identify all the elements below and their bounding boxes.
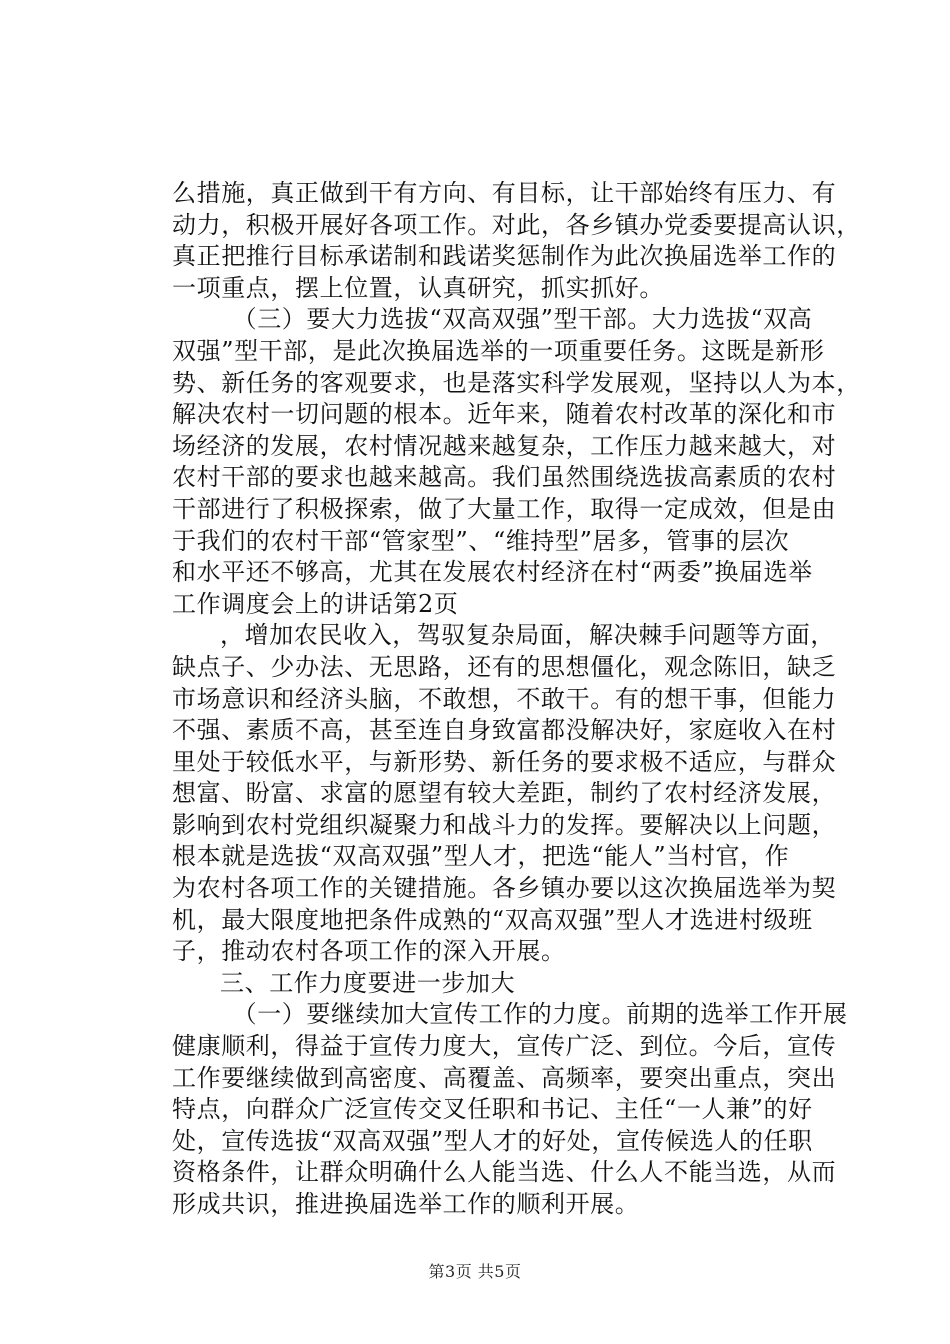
text-line: 健康顺利，得益于宣传力度大，宣传广泛、到位。今后，宣传 bbox=[172, 1032, 837, 1061]
text-line: 农村干部的要求也越来越高。我们虽然围绕选拔高素质的农村 bbox=[172, 463, 837, 492]
page-footer: 第3页 共5页 bbox=[428, 1262, 522, 1281]
text-line: 势、新任务的客观要求，也是落实科学发展观，坚持以人为本， bbox=[172, 368, 861, 397]
document-body bbox=[172, 178, 872, 1221]
text-line: 和水平还不够高，尤其在发展农村经济在村“两委”换届选举 bbox=[172, 558, 813, 587]
text-line: 干部进行了积极探索，做了大量工作，取得一定成效，但是由 bbox=[172, 494, 837, 523]
text-line: 想富、盼富、求富的愿望有较大差距，制约了农村经济发展， bbox=[172, 779, 837, 808]
text-line: 双强”型干部，是此次换届选举的一项重要任务。这既是新形 bbox=[172, 336, 825, 365]
text-line: （三）要大力选拔“双高双强”型干部。大力选拔“双高 bbox=[220, 305, 813, 334]
text-line: 真正把推行目标承诺制和践诺奖惩制作为此次换届选举工作的 bbox=[172, 242, 837, 271]
text-line: 为农村各项工作的关键措施。各乡镇办要以这次换届选举为契 bbox=[172, 874, 837, 903]
text-line: 机，最大限度地把条件成熟的“双高双强”型人才选进村级班 bbox=[172, 905, 813, 934]
text-line: 根本就是选拔“双高双强”型人才，把选“能人”当村官，作 bbox=[172, 842, 790, 871]
text-line: 特点，向群众广泛宣传交叉任职和书记、主任“一人兼”的好 bbox=[172, 1095, 813, 1124]
text-line: 资格条件，让群众明确什么人能当选、什么人不能当选，从而 bbox=[172, 1158, 837, 1187]
text-line: 场经济的发展，农村情况越来越复杂，工作压力越来越大，对 bbox=[172, 431, 837, 460]
text-line: 动力，积极开展好各项工作。对此，各乡镇办党委要提高认识， bbox=[172, 210, 861, 239]
text-line: （一）要继续加大宣传工作的力度。前期的选举工作开展 bbox=[220, 1000, 848, 1029]
text-line: 一项重点，摆上位置，认真研究，抓实抓好。 bbox=[172, 273, 664, 302]
text-line: 形成共识，推进换届选举工作的顺利开展。 bbox=[172, 1190, 640, 1218]
text-line: 不强、素质不高，甚至连自身致富都没解决好，家庭收入在村 bbox=[172, 716, 837, 745]
text-line: 工作调度会上的讲话第2页 bbox=[172, 589, 459, 618]
text-line: 缺点子、少办法、无思路，还有的思想僵化，观念陈旧，缺乏 bbox=[172, 652, 837, 681]
text-line: 影响到农村党组织凝聚力和战斗力的发挥。要解决以上问题， bbox=[172, 810, 837, 839]
text-line: 里处于较低水平，与新形势、新任务的要求极不适应，与群众 bbox=[172, 747, 837, 776]
text-line: 么措施，真正做到干有方向、有目标，让干部始终有压力、有 bbox=[172, 179, 837, 207]
text-line: 市场意识和经济头脑，不敢想，不敢干。有的想干事，但能力 bbox=[172, 684, 837, 713]
text-line: ，增加农民收入，驾驭复杂局面，解决棘手问题等方面， bbox=[220, 621, 835, 650]
text-line: 于我们的农村干部“管家型”、“维持型”居多，管事的层次 bbox=[172, 526, 790, 555]
text-line: 工作要继续做到高密度、高覆盖、高频率，要突出重点，突出 bbox=[172, 1063, 837, 1092]
text-line: 三、工作力度要进一步加大 bbox=[220, 968, 516, 997]
text-line: 处，宣传选拔“双高双强”型人才的好处，宣传候选人的任职 bbox=[172, 1126, 813, 1155]
text-line: 子，推动农村各项工作的深入开展。 bbox=[172, 937, 566, 966]
text-line: 解决农村一切问题的根本。近年来，随着农村改革的深化和市 bbox=[172, 400, 837, 429]
